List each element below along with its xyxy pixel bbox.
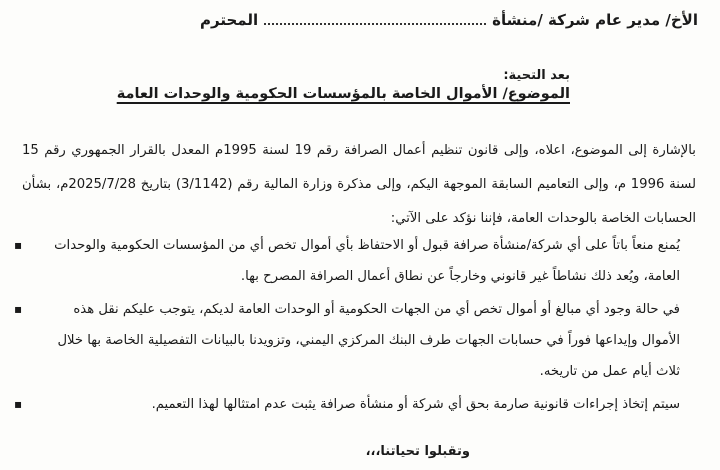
- bullet-square-icon: ▪: [14, 238, 23, 252]
- list-item: [14, 389, 680, 420]
- directive-list: [14, 230, 680, 422]
- list-item: [14, 294, 680, 387]
- addressee-honorific: المحترم: [200, 11, 259, 29]
- intro-paragraph: بالإشارة إلى الموضوع، اعلاه، وإلى قانون تنظيم أعمال الصرافة رقم 19 لسنة 1995م المعدل بالقرار الجمهوري رقم 15 لسنة 1996 م، وإلى التعاميم السابقة الموجهة اليكم، وإلى مذكرة وزارة المالية رقم (3/1142) بتاريخ 2025/7/28م، بشأن الحسابات الخاصة بالوحدات العامة، فإننا نؤكد على الآتي:: [22, 143, 696, 226]
- list-item-text: سيتم إتخاذ إجراءات قانونية صارمة بحق أي شركة أو منشأة صرافة يثبت عدم امتثالها لهذا التعميم.: [151, 397, 680, 412]
- list-item-text: يُمنع منعاً باتاً على أي شركة/منشأة صرافة قبول أو الاحتفاظ بأي أموال تخص أي من المؤسسات الحكومية والوحدات العامة، ويُعد ذلك نشاطاً غير قانوني وخارجاً عن نطاق أعمال الصرافة المصرح بها.: [54, 238, 680, 284]
- greeting: بعد التحية:: [503, 68, 570, 83]
- closing-line: وتقبلوا تحياتنا،،،: [365, 444, 470, 459]
- addressee-title: الأخ/ مدير عام شركة /منشأة: [492, 11, 698, 29]
- bullet-square-icon: ▪: [14, 302, 23, 316]
- list-item-text: في حالة وجود أي مبالغ أو أموال تخص أي من الجهات الحكومية أو الوحدات العامة لديكم، يتوجب عليكم نقل هذه الأموال وإيداعها فوراً في حسابات الجهات طرف البنك المركزي اليمني، وتزويدنا بالبيانات التفصيلية الخاصة بها خلال ثلاث أيام عمل من تاريخه.: [57, 302, 680, 379]
- subject-line: الموضوع/ الأموال الخاصة بالمؤسسات الحكومية والوحدات العامة: [116, 86, 570, 102]
- list-item: [14, 230, 680, 292]
- addressee-line: [200, 8, 698, 32]
- addressee-blank-dots: [264, 9, 486, 25]
- bullet-square-icon: ▪: [14, 397, 23, 411]
